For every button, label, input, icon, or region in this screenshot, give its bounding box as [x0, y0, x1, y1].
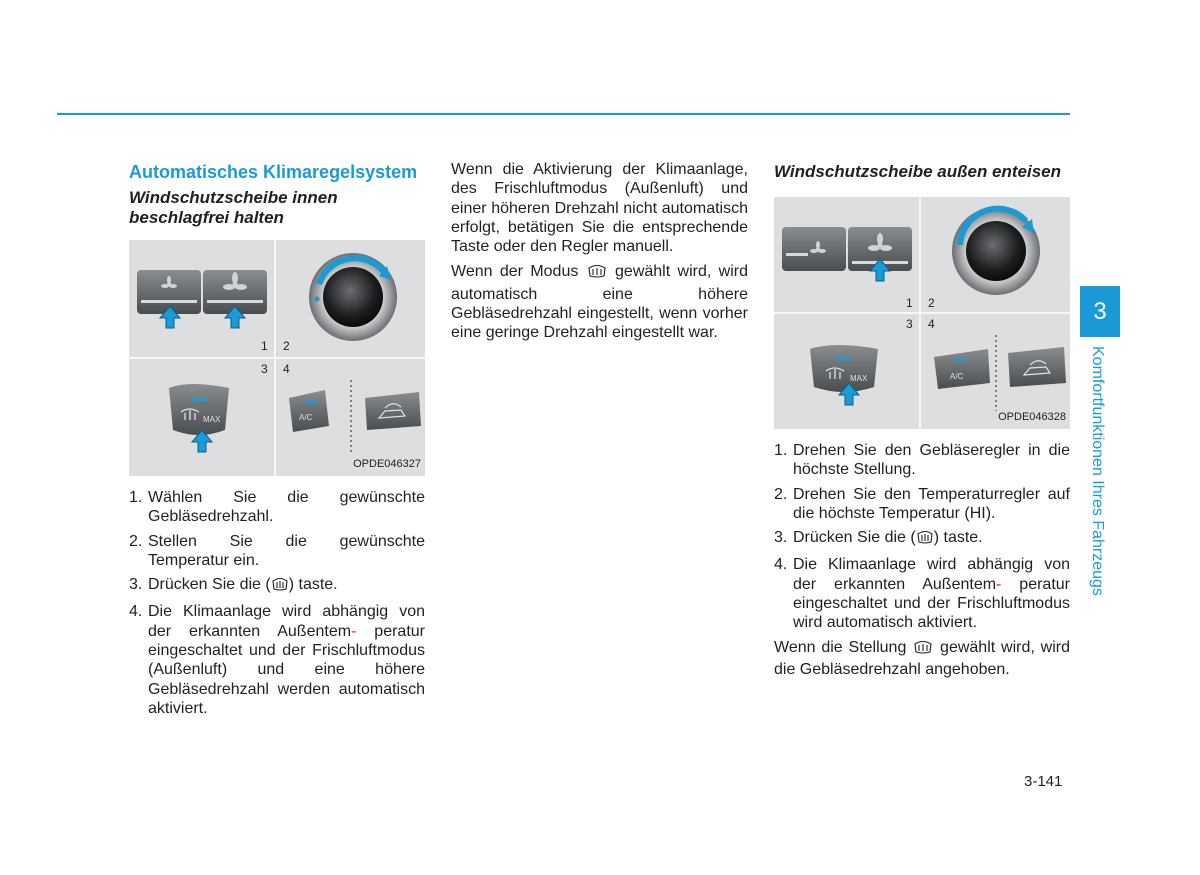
steps-list	[129, 488, 425, 718]
ac-text: A/C	[950, 372, 964, 381]
paragraph: Wenn die Stellung gewählt wird, wird die Gebläsedrehzahl angehoben.	[774, 638, 1070, 678]
subsection-title: Windschutzscheibe innen beschlagfrei halten	[129, 188, 338, 227]
chapter-tab: 3	[1080, 286, 1120, 337]
figure-label-2: 2	[283, 339, 290, 353]
ac-text: A/C	[299, 413, 313, 422]
list-item: 2. Drehen Sie den Temperaturregler auf die höchste Temperatur (HI).	[774, 485, 1070, 522]
header-rule	[57, 113, 1070, 115]
figure-label-1: 1	[261, 339, 268, 353]
page-number: 3-141	[1024, 773, 1063, 790]
column-right	[774, 160, 1070, 685]
figure-code: OPDE046328	[998, 411, 1066, 423]
steps-list	[774, 441, 1070, 633]
recirculation-button	[365, 392, 421, 430]
front-defrost-icon	[586, 263, 608, 284]
list-item: 4. Die Klimaanlage wird abhängig von der erkannten Außentem- peratur eingeschaltet und der Frischluftmodus (Außenluft) und eine höhere Gebläsedrehzahl werden automatisch aktiviert.	[129, 603, 425, 717]
figure-label-4: 4	[928, 317, 935, 331]
up-arrow-icon	[160, 306, 245, 328]
figure-interior-defog	[129, 240, 425, 476]
chapter-title: Komfortfunktionen Ihres Fahrzeugs	[1089, 346, 1106, 596]
ac-button	[289, 390, 329, 432]
list-item: 3. Drücken Sie die ( ) taste.	[774, 528, 1070, 550]
front-defrost-icon	[912, 639, 934, 660]
paragraph: Wenn der Modus gewählt wird, wird automatisch eine höhere Gebläsedrehzahl eingestellt, wenn vorher eine geringe Drehzahl eingestellt war.	[451, 263, 748, 342]
front-defrost-icon	[271, 576, 289, 597]
paragraph: Wenn die Aktivierung der Klimaanlage, des Frischluftmodus (Außenluft) und einer höheren Drehzahl nicht automatisch erfolgt, betätigen Sie die entsprechende Taste oder den Regler manuell.	[451, 161, 748, 256]
list-item: 4. Die Klimaanlage wird abhängig von der erkannten Außentem- peratur eingeschaltet und der Frischluftmodus wird automatisch aktiviert.	[774, 556, 1070, 632]
figure-label-3: 3	[906, 317, 913, 331]
front-defrost-icon	[916, 529, 934, 550]
ac-button	[934, 349, 990, 389]
list-item: 1. Wählen Sie die gewünschte Gebläsedrehzahl.	[129, 489, 425, 526]
section-title: Automatisches Klimaregelsystem	[129, 162, 418, 182]
figure-label-4: 4	[283, 362, 290, 376]
subsection-title: Windschutzscheibe außen enteisen	[774, 162, 1062, 181]
defrost-max-button	[810, 345, 878, 392]
figure-label-2: 2	[928, 296, 935, 310]
figure-label-1: 1	[906, 296, 913, 310]
column-left	[129, 160, 425, 723]
figure-label-3: 3	[261, 362, 268, 376]
temperature-knob	[309, 253, 397, 341]
temperature-knob	[952, 207, 1040, 295]
max-text: MAX	[850, 374, 868, 383]
column-middle	[451, 160, 748, 349]
list-item: 3. Drücken Sie die ( ) taste.	[129, 575, 425, 597]
figure-exterior-defrost	[774, 197, 1070, 429]
control-panel-illustration	[129, 240, 425, 476]
max-text: MAX	[203, 415, 221, 424]
recirculation-button	[1008, 347, 1066, 387]
list-item: 2. Stellen Sie die gewünschte Temperatur ein.	[129, 532, 425, 569]
defrost-max-button	[169, 384, 229, 435]
list-item: 1. Drehen Sie den Gebläseregler in die höchste Stellung.	[774, 442, 1070, 479]
figure-code: OPDE046327	[353, 458, 421, 470]
fan-low-button	[782, 227, 846, 271]
control-panel-illustration	[774, 197, 1070, 429]
